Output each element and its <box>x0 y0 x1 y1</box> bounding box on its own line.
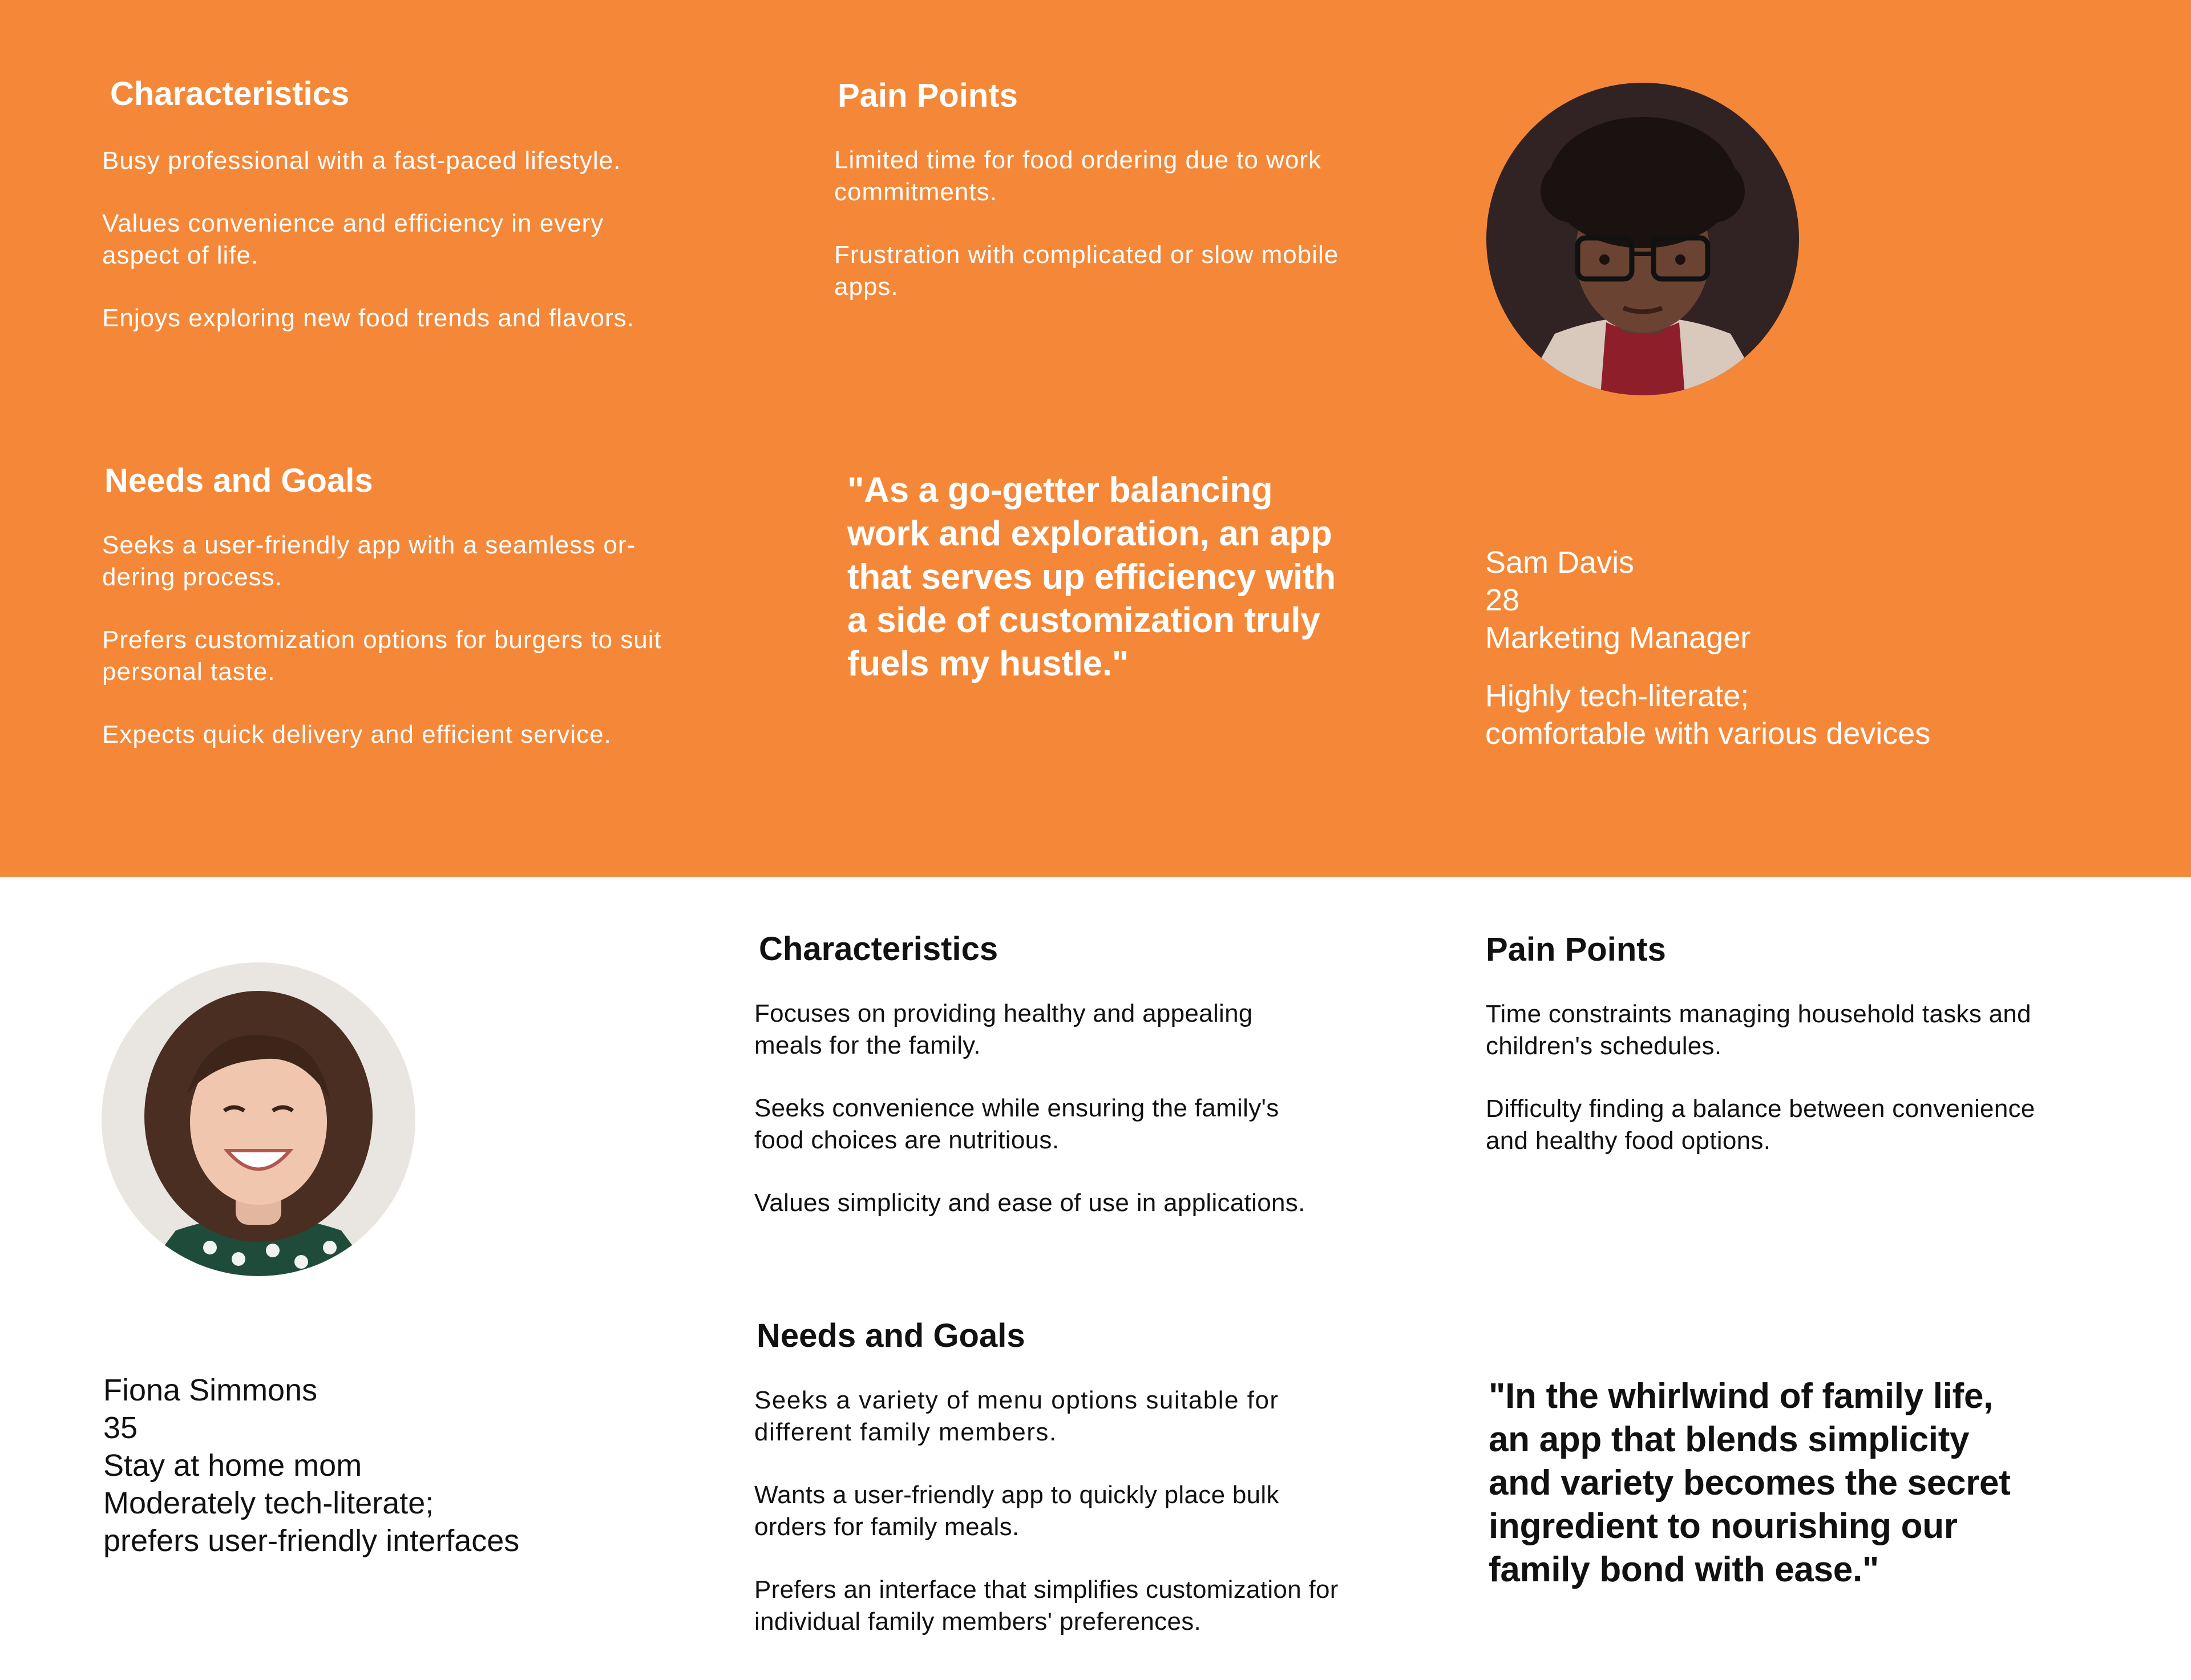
fiona-quote: "In the whirlwind of family life, an app that blends simplicity and variety becomes the secret ingredient to nourishing our family bond with ease." <box>1489 1377 2011 1589</box>
fiona-characteristic-item: Seeks convenience while ensuring the family's food choices are nutritious. <box>754 1094 1279 1154</box>
persona-fiona-card <box>0 877 2191 1680</box>
sam-quote: "As a go-getter balancing work and exploration, an app that serves up efficiency with a side of customization truly fuels my hustle." <box>847 471 1336 683</box>
fiona-needs-goals-heading: Needs and Goals <box>757 1317 1025 1354</box>
sam-profile-info <box>1485 544 2141 752</box>
sam-characteristics-section <box>102 74 738 365</box>
sam-need-item: Expects quick delivery and efficient service. <box>102 720 612 748</box>
fiona-pain-point-item: Difficulty finding a balance between convenience and healthy food options. <box>1486 1095 2035 1155</box>
fiona-pain-points-heading: Pain Points <box>1486 931 1666 968</box>
sam-avatar <box>1486 83 1799 395</box>
sam-pain-points-section <box>834 76 1437 334</box>
fiona-pain-points-list <box>1486 998 2068 1157</box>
fiona-needs-goals-list <box>754 1385 1371 1638</box>
sam-tech-line-1: Highly tech-literate; <box>1485 679 1749 713</box>
sam-characteristic-item: Enjoys exploring new food trends and flavors. <box>102 304 634 332</box>
sam-characteristics-heading: Characteristics <box>110 75 350 112</box>
sam-pain-point-item: Limited time for food ordering due to work commitments. <box>834 146 1321 206</box>
fiona-name: Fiona Simmons <box>103 1373 318 1407</box>
sam-needs-goals-heading: Needs and Goals <box>104 462 373 499</box>
sam-role: Marketing Manager <box>1485 621 1751 655</box>
sam-characteristic-item: Values convenience and efficiency in every aspect of life. <box>102 209 604 269</box>
fiona-characteristics-list <box>754 998 1353 1219</box>
fiona-avatar <box>102 962 415 1276</box>
fiona-need-item: Wants a user-friendly app to quickly place bulk orders for family meals. <box>754 1481 1279 1541</box>
sam-pain-points-list <box>834 144 1405 303</box>
fiona-characteristic-item: Focuses on providing healthy and appealing meals for the family. <box>754 999 1253 1059</box>
sam-characteristic-item: Busy professional with a fast-paced lifestyle. <box>102 147 621 175</box>
fiona-characteristic-item: Values simplicity and ease of use in applications. <box>754 1189 1305 1217</box>
sam-name: Sam Davis <box>1485 545 1635 580</box>
fiona-role: Stay at home mom <box>103 1448 362 1483</box>
fiona-characteristics-section <box>754 929 1386 1250</box>
man-portrait-icon <box>1486 83 1799 395</box>
fiona-pain-points-section <box>1486 930 2113 1188</box>
fiona-need-item: Prefers an interface that simplifies customization for individual family members' preferences. <box>754 1576 1339 1636</box>
sam-pain-points-heading: Pain Points <box>838 77 1018 114</box>
sam-needs-goals-list <box>102 529 673 751</box>
fiona-pain-point-item: Time constraints managing household tasks and children's schedules. <box>1486 1000 2031 1060</box>
fiona-need-item: Seeks a variety of menu options suitable for different family members. <box>754 1386 1279 1446</box>
sam-characteristics-list <box>102 145 738 334</box>
woman-portrait-icon <box>102 962 415 1276</box>
fiona-tech-line-2: prefers user-friendly interfaces <box>103 1524 520 1558</box>
sam-need-item: Prefers customization options for burgers to suit personal taste. <box>102 626 662 686</box>
fiona-age: 35 <box>103 1411 138 1445</box>
sam-needs-goals-section <box>104 461 732 782</box>
sam-age: 28 <box>1485 583 1520 617</box>
sam-pain-point-item: Frustration with complicated or slow mobile apps. <box>834 241 1339 301</box>
fiona-tech-line-1: Moderately tech-literate; <box>103 1486 434 1520</box>
fiona-needs-goals-section <box>754 1316 1384 1669</box>
fiona-characteristics-heading: Characteristics <box>759 930 999 967</box>
sam-tech-line-2: comfortable with various devices <box>1485 716 1931 751</box>
fiona-profile-info <box>103 1371 759 1560</box>
sam-need-item: Seeks a user-friendly app with a seamless or-dering process. <box>102 531 636 591</box>
